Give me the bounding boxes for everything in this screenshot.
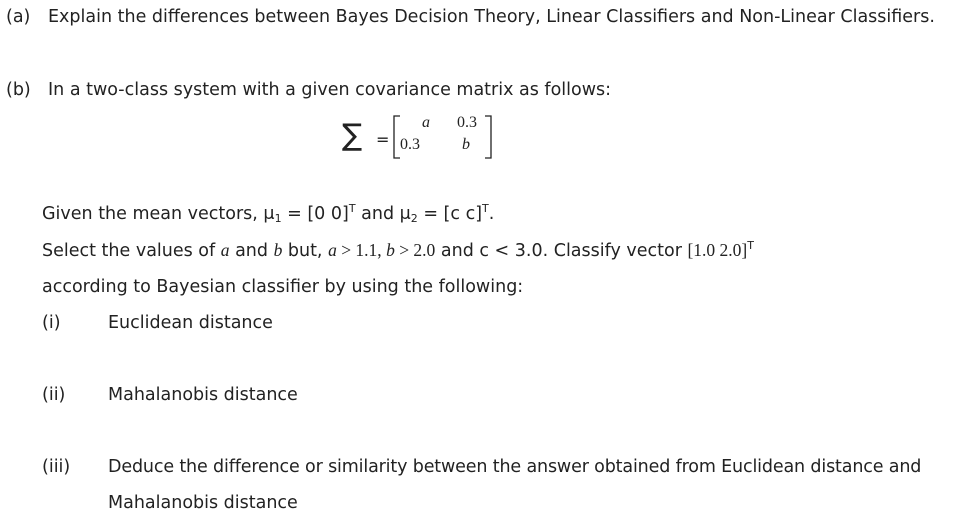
item-ii-label: (ii) [42,385,66,405]
according-line: according to Bayesian classifier by using the following: [42,277,524,297]
var-b: b [273,240,283,260]
mu2-subscript: 2 [410,212,418,225]
vector-transpose: T [747,239,754,252]
cond-b: > 2.0 [394,240,436,260]
sigma-symbol: ∑ [342,118,363,153]
mu1-value: = [0 0] [281,204,349,224]
item-iii-text-cont: Mahalanobis distance [108,493,298,513]
transpose-1: T [348,202,356,215]
part-a-text: Explain the differences between Bayes Decision Theory, Linear Classifiers and Non-Linear Classifiers. [48,7,935,27]
cond-a: > 1.1, [336,240,387,260]
mean-and: and μ [355,204,411,224]
part-a-label: (a) [6,7,31,27]
var-b-2: b [386,240,395,260]
var-a-2: a [328,240,337,260]
mean-vectors-line [42,203,494,227]
item-i-label: (i) [42,313,61,333]
equals-sign: = [376,130,390,149]
classify-vector: [1.0 2.0] [687,240,748,260]
part-b-label: (b) [6,80,31,100]
select-p1: Select the values of [42,241,221,261]
transpose-2: T [482,202,489,215]
item-iii-text: Deduce the difference or similarity between the answer obtained from Euclidean distance and [108,457,922,477]
mean-prefix: Given the mean vectors, μ [42,204,275,224]
part-b-text: In a two-class system with a given covariance matrix as follows: [48,80,612,100]
var-a: a [220,240,230,260]
mean-end: . [488,204,495,224]
select-p2: and [229,241,274,261]
item-ii-text: Mahalanobis distance [108,385,298,405]
matrix-m21: 0.3 [400,136,420,153]
select-p3: but, [282,241,329,261]
item-i-text: Euclidean distance [108,313,273,333]
item-iii-label: (iii) [42,457,71,477]
matrix-m12: 0.3 [457,114,477,131]
covariance-matrix [342,110,522,164]
select-p4: and c < 3.0. Classify vector [435,241,688,261]
mu1-subscript: 1 [274,212,282,225]
mu2-value: = [c c] [417,204,483,224]
right-bracket [483,114,493,160]
select-values-line [42,239,754,264]
matrix-m11: a [422,114,430,131]
matrix-m22: b [462,136,470,153]
